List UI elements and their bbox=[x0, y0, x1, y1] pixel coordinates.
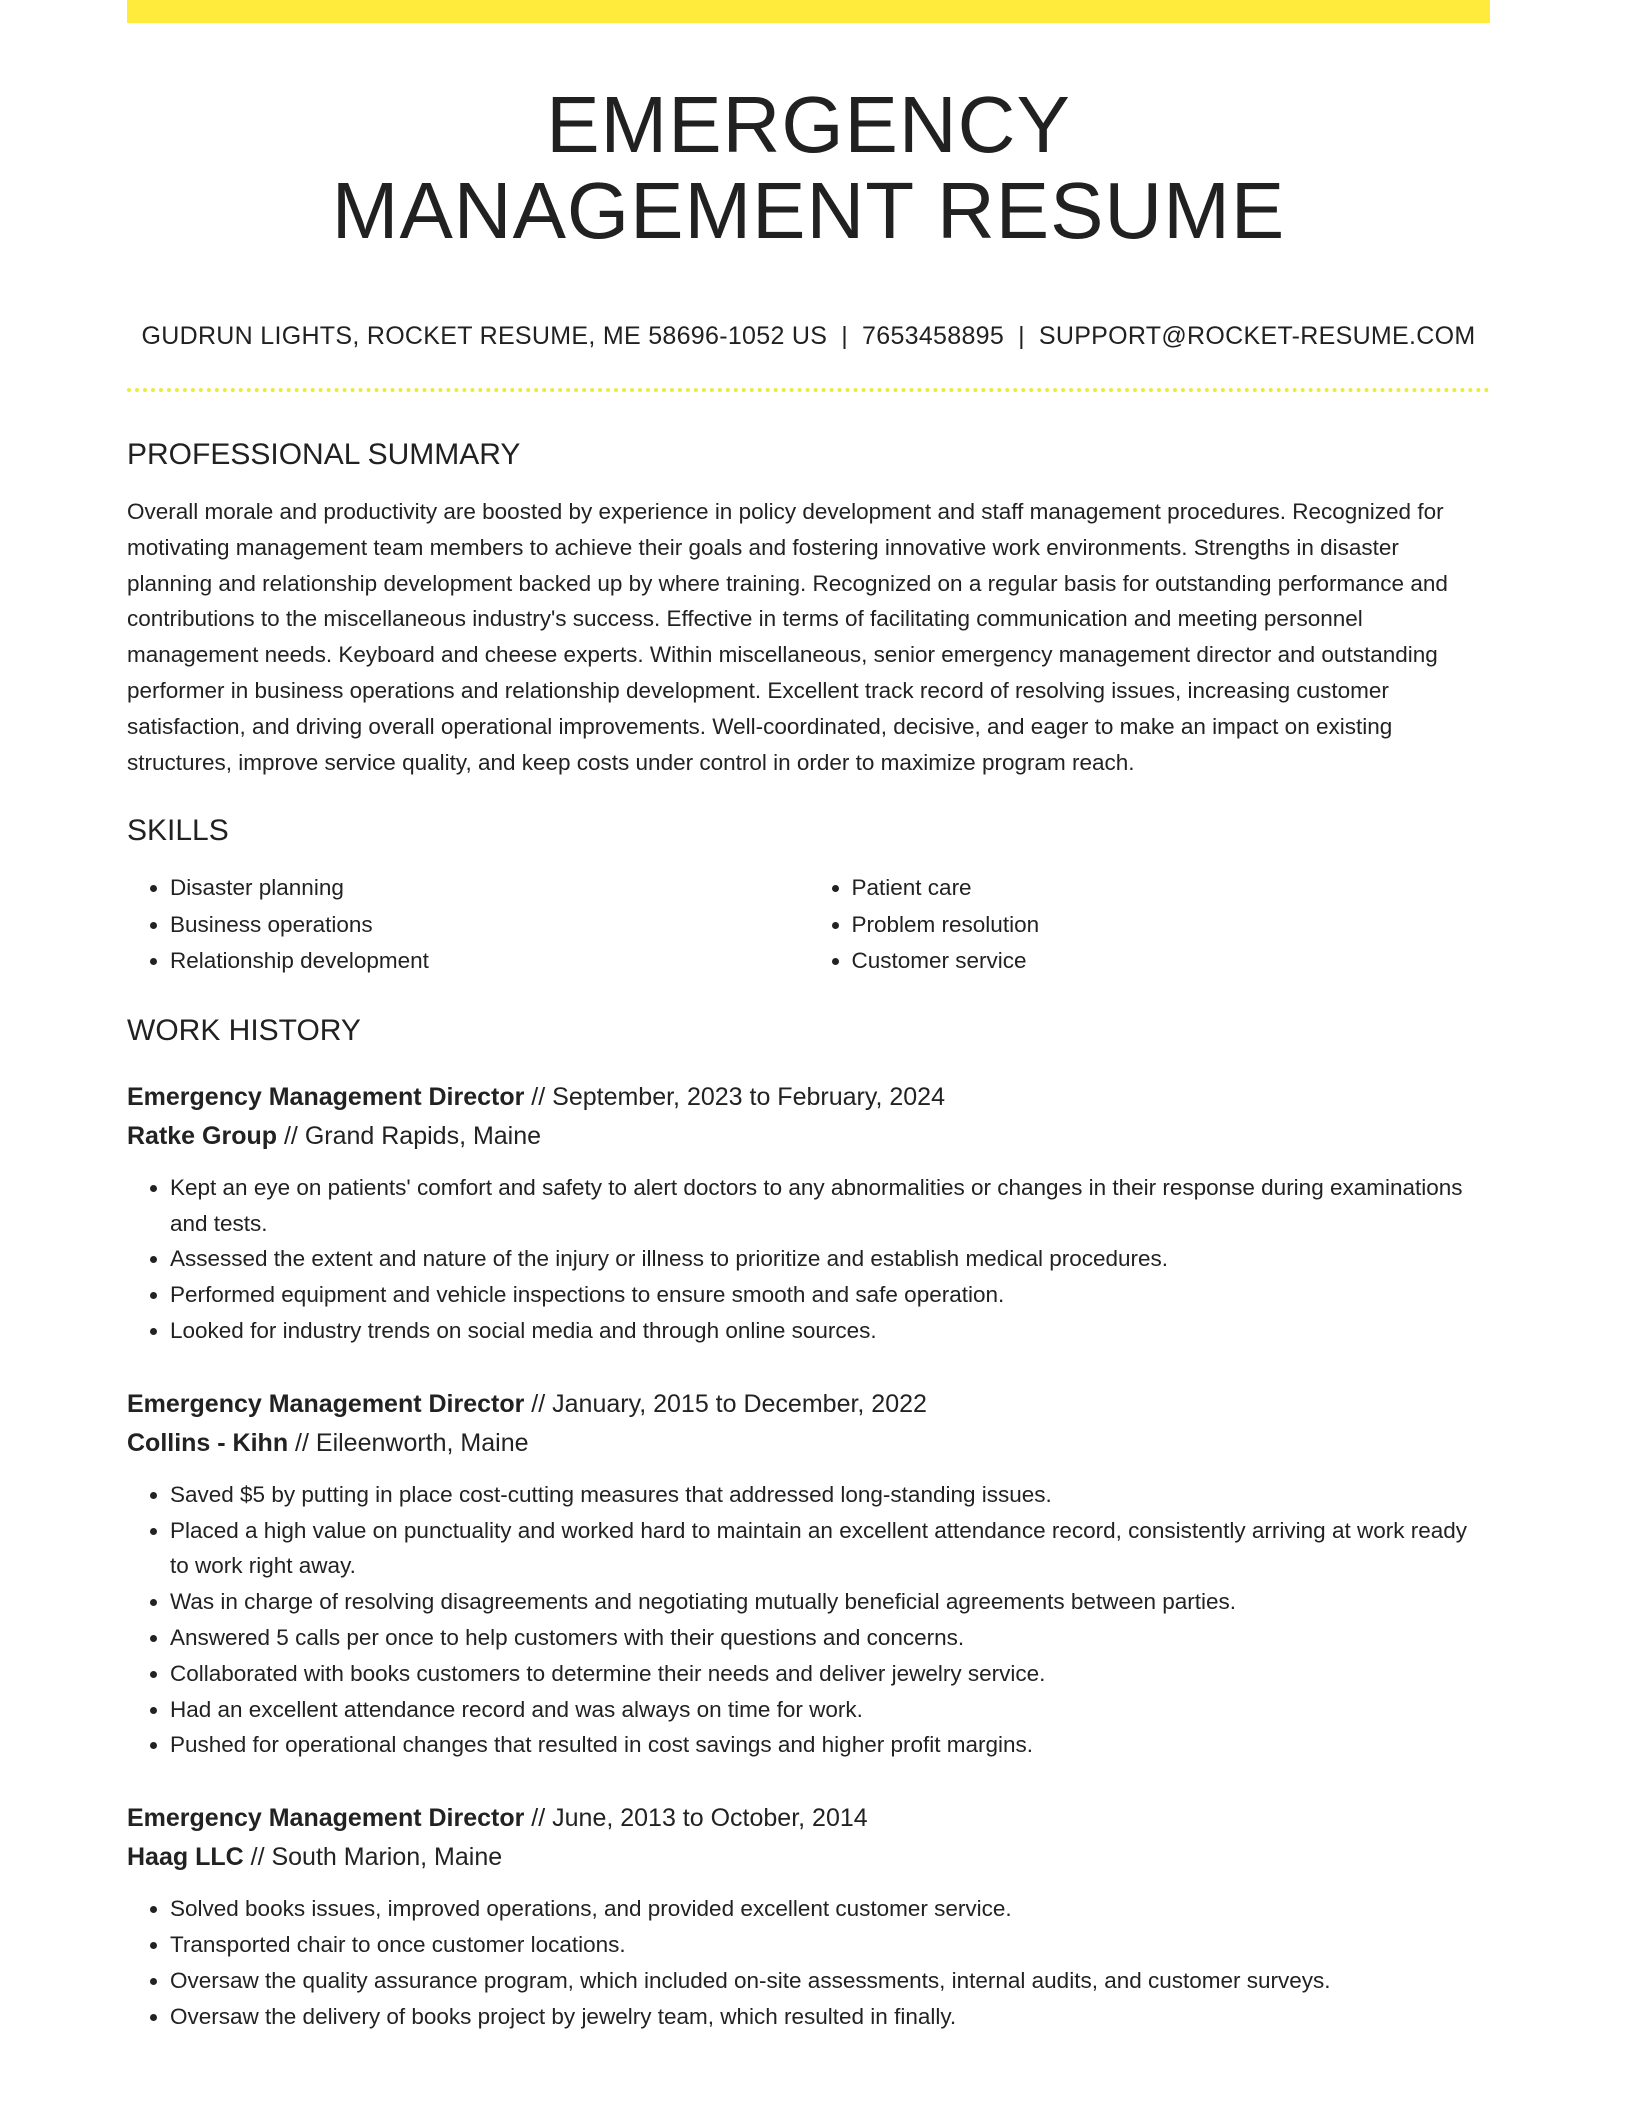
job-bullets bbox=[127, 1477, 1490, 1763]
job-bullet: • Answered 5 calls per once to help customers with their questions and concerns. bbox=[170, 1620, 1490, 1656]
job-bullets bbox=[127, 1891, 1490, 2034]
job-company: Haag LLC bbox=[127, 1843, 244, 1872]
job-title: Emergency Management Director bbox=[127, 1082, 525, 1111]
skills-section bbox=[127, 806, 1490, 980]
summary-heading: PROFESSIONAL SUMMARY bbox=[127, 438, 521, 471]
summary-section bbox=[127, 430, 1490, 780]
job-company-line bbox=[127, 1117, 1490, 1156]
job-entry bbox=[127, 1078, 1490, 1349]
job-location: // South Marion, Maine bbox=[243, 1843, 503, 1872]
skills-left-list bbox=[127, 870, 809, 980]
resume-content bbox=[127, 430, 1490, 2034]
job-dates: // June, 2013 to October, 2014 bbox=[524, 1804, 868, 1833]
skills-right-list bbox=[809, 870, 1491, 980]
skill-item: • Business operations bbox=[170, 907, 809, 944]
job-bullet: • Transported chair to once customer locations. bbox=[170, 1927, 1490, 1963]
job-dates: // January, 2015 to December, 2022 bbox=[524, 1389, 927, 1418]
job-bullet: • Oversaw the quality assurance program, which included on-site assessments, internal audits, and customer surveys. bbox=[170, 1963, 1490, 1999]
job-title-line bbox=[127, 1078, 1490, 1117]
job-title: Emergency Management Director bbox=[127, 1389, 525, 1418]
title-line-1: EMERGENCY bbox=[546, 80, 1071, 169]
dotted-divider bbox=[127, 388, 1490, 392]
job-company: Ratke Group bbox=[127, 1121, 278, 1150]
skills-heading: SKILLS bbox=[127, 814, 229, 848]
contact-email: SUPPORT@ROCKET-RESUME.COM bbox=[1038, 322, 1476, 350]
job-bullet: • Collaborated with books customers to determine their needs and deliver jewelry service. bbox=[170, 1656, 1490, 1692]
skill-item: • Disaster planning bbox=[170, 870, 809, 907]
job-company-line bbox=[127, 1838, 1490, 1877]
contact-separator: | bbox=[841, 322, 849, 350]
contact-separator: | bbox=[1018, 322, 1025, 350]
job-entry bbox=[127, 1385, 1490, 1763]
job-title: Emergency Management Director bbox=[127, 1804, 525, 1833]
job-bullet: • Assessed the extent and nature of the injury or illness to prioritize and establish medical procedures. bbox=[170, 1241, 1490, 1277]
job-bullets bbox=[127, 1170, 1490, 1349]
contact-line bbox=[127, 318, 1490, 354]
job-company-line bbox=[127, 1424, 1490, 1463]
job-location: // Eileenworth, Maine bbox=[288, 1428, 529, 1457]
contact-address: GUDRUN LIGHTS, ROCKET RESUME, ME 58696-1052 US bbox=[141, 322, 828, 350]
skill-item: • Problem resolution bbox=[852, 907, 1491, 944]
work-history-heading: WORK HISTORY bbox=[127, 1013, 361, 1047]
job-bullet: • Placed a high value on punctuality and worked hard to maintain an excellent attendance record, consistently arriving at work ready to work right away. bbox=[170, 1513, 1490, 1585]
job-bullet: • Saved $5 by putting in place cost-cutting measures that addressed long-standing issues. bbox=[170, 1477, 1490, 1513]
title-line-2: MANAGEMENT RESUME bbox=[331, 166, 1286, 255]
skill-item: • Patient care bbox=[852, 870, 1491, 907]
job-dates: // September, 2023 to February, 2024 bbox=[524, 1082, 945, 1111]
skills-columns bbox=[127, 870, 1490, 980]
job-bullet: • Looked for industry trends on social media and through online sources. bbox=[170, 1313, 1490, 1349]
resume-title bbox=[127, 82, 1490, 254]
job-company: Collins - Kihn bbox=[127, 1428, 289, 1457]
job-bullet: • Performed equipment and vehicle inspections to ensure smooth and safe operation. bbox=[170, 1277, 1490, 1313]
skill-item: • Relationship development bbox=[170, 943, 809, 980]
job-location: // Grand Rapids, Maine bbox=[277, 1121, 542, 1150]
job-bullet: • Oversaw the delivery of books project by jewelry team, which resulted in finally. bbox=[170, 1999, 1490, 2035]
job-bullet: • Kept an eye on patients' comfort and safety to alert doctors to any abnormalities or changes in their response during examinations and tests. bbox=[170, 1170, 1490, 1242]
summary-text: Overall morale and productivity are boosted by experience in policy development and staff management procedures. Recognized for motivating management team members to achieve their goals and fostering innovative work environments. Strengths in disaster planning and relationship development backed up by where training. Recognized on a regular basis for outstanding performance and contributions to the miscellaneous industry's success. Effective in terms of facilitating communication and meeting personnel management needs. Keyboard and cheese experts. Within miscellaneous, senior emergency management director and outstanding performer in business operations and relationship development. Excellent track record of resolving issues, increasing customer satisfaction, and driving overall operational improvements. Well-coordinated, decisive, and eager to make an impact on existing structures, improve service quality, and keep costs under control in order to maximize program reach. bbox=[127, 499, 1448, 775]
job-title-line bbox=[127, 1385, 1490, 1424]
work-history-section bbox=[127, 1006, 1490, 2035]
top-accent-bar bbox=[127, 0, 1490, 23]
contact-phone: 7653458895 bbox=[862, 322, 1005, 350]
job-bullet: • Was in charge of resolving disagreements and negotiating mutually beneficial agreements between parties. bbox=[170, 1584, 1490, 1620]
skill-item: • Customer service bbox=[852, 943, 1491, 980]
job-entry bbox=[127, 1799, 1490, 2034]
job-bullet: • Solved books issues, improved operations, and provided excellent customer service. bbox=[170, 1891, 1490, 1927]
job-bullet: • Pushed for operational changes that resulted in cost savings and higher profit margins. bbox=[170, 1727, 1490, 1763]
job-bullet: • Had an excellent attendance record and was always on time for work. bbox=[170, 1692, 1490, 1728]
job-title-line bbox=[127, 1799, 1490, 1838]
